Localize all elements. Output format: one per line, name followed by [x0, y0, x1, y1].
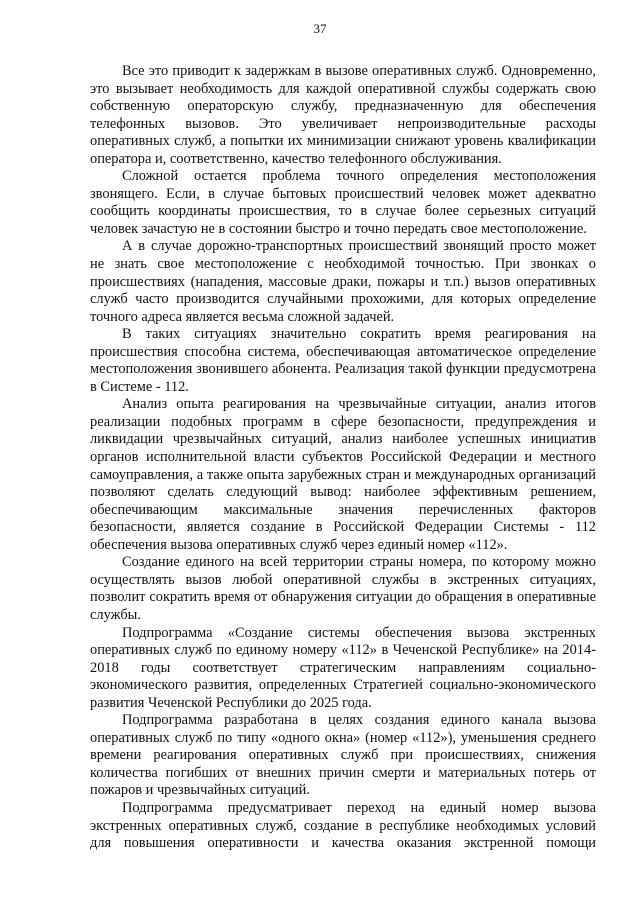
paragraph-analysis: Анализ опыта реагирования на чрезвычайные ситуации, анализ итогов реализации подобных программ в сфере безопасности, предупреждения и ликвидации чрезвычайных ситуаций, анализ наиболее успешных инициатив органов исполнительной власти субъектов Российской Федерации и местного самоуправления, а также опыта зарубежных стран и международных организаций позволяют сделать следующий вывод: наиболее эффективным решением, обеспечивающим максимальные значения перечисленных факторов безопасности, является создание в Российской Федерации Системы - 112 обеспечения вызова оперативных служб через единый номер «112». [90, 396, 596, 553]
paragraph-subprogram-strategy: Подпрограмма «Создание системы обеспечения вызова экстренных оперативных служб по единому номеру «112» в Чеченской Республике» на 2014-2018 годы соответствует стратегическим направлениям социально-экономического развития, определенных Стратегией социально-экономического развития Чеченской Республики до 2025 года. [90, 624, 596, 711]
paragraph-delays: Все это приводит к задержкам в вызове оперативных служб. Одновременно, это вызывает необходимость для каждой оперативной службы содержать свою собственную операторскую службу, предназначенную для обеспечения телефонных вызовов. Это увеличивает непроизводительные расходы оперативных служб, а попытки их минимизации снижают уровень квалификации оператора и, соответственно, качество телефонного обслуживания. [90, 63, 596, 167]
paragraph-road-accidents: А в случае дорожно-транспортных происшествий звонящий просто может не знать свое местоположение с необходимой точностью. При звонках о происшествиях (нападения, массовые драки, пожары и т.п.) вызов оперативных служб часто производится случайными прохожими, для которых определение точного адреса является весьма сложной задачей. [90, 238, 596, 325]
page-number: 37 [313, 21, 327, 36]
paragraph-subprogram-goals: Подпрограмма разработана в целях создания единого канала вызова оперативных служб по типу «одного окна» (номер «112»), уменьшения среднего времени реагирования оперативных служб при происшествиях, снижения количества погибших от внешних причин смерти и материальных потерь от пожаров и чрезвычайных ситуаций. [90, 712, 596, 799]
document-body [90, 63, 596, 853]
paragraph-subprogram-transition: Подпрограмма предусматривает переход на единый номер вызова экстренных оперативных служб, создание в республике необходимых условий для повышения оперативности и качества оказания экстренной помощи [90, 799, 596, 852]
paragraph-single-number: Создание единого на всей территории страны номера, по которому можно осуществлять вызов любой оперативной службы в экстренных ситуациях, позволит сократить время от обнаружения ситуации до обращения в оперативные службы. [90, 554, 596, 623]
paragraph-location-problem: Сложной остается проблема точного определения местоположения звонящего. Если, в случае бытовых происшествий человек может адекватно сообщить координаты происшествия, то в случае более серьезных ситуаций человек зачастую не в состоянии быстро и точно передать свое местоположение. [90, 168, 596, 237]
paragraph-auto-location: В таких ситуациях значительно сократить время реагирования на происшествия способна система, обеспечивающая автоматическое определение местоположения звонившего абонента. Реализация такой функции предусмотрена в Системе - 112. [90, 326, 596, 395]
